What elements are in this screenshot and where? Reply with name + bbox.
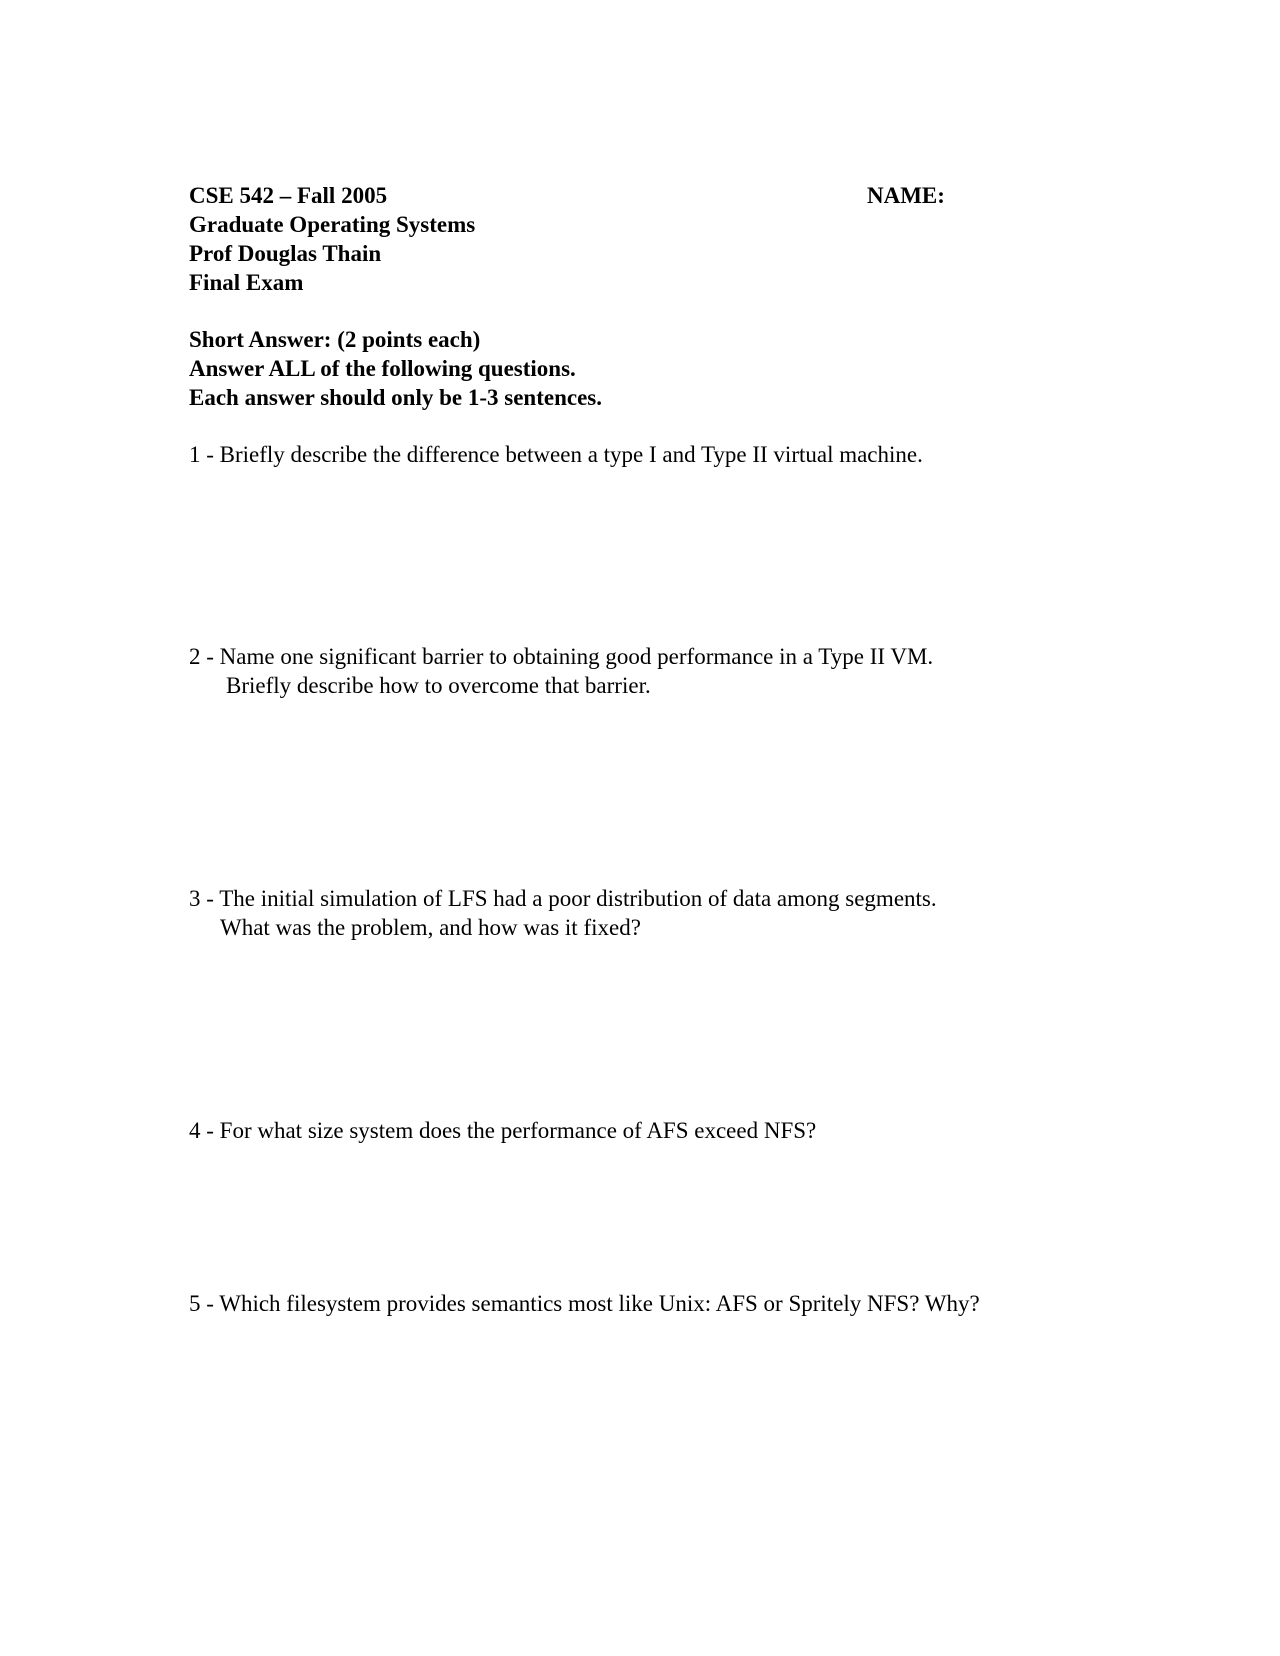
question-5: 5 - Which filesystem provides semantics most like Unix: AFS or Spritely NFS? Why? bbox=[189, 1291, 980, 1316]
instruction-line-1: Answer ALL of the following questions. bbox=[189, 356, 576, 381]
exam-title: Final Exam bbox=[189, 270, 304, 295]
instruction-line-2: Each answer should only be 1-3 sentences. bbox=[189, 385, 602, 410]
question-3-continuation: What was the problem, and how was it fixed? bbox=[220, 915, 641, 940]
name-label: NAME: bbox=[867, 183, 945, 208]
question-2-continuation: Briefly describe how to overcome that barrier. bbox=[226, 673, 651, 698]
question-4: 4 - For what size system does the performance of AFS exceed NFS? bbox=[189, 1118, 817, 1143]
question-1: 1 - Briefly describe the difference between a type I and Type II virtual machine. bbox=[189, 442, 923, 467]
section-heading: Short Answer: (2 points each) bbox=[189, 327, 481, 352]
professor-name: Prof Douglas Thain bbox=[189, 241, 382, 266]
question-3: 3 - The initial simulation of LFS had a poor distribution of data among segments. bbox=[189, 886, 937, 911]
course-code: CSE 542 – Fall 2005 bbox=[189, 183, 388, 208]
question-2: 2 - Name one significant barrier to obtaining good performance in a Type II VM. bbox=[189, 644, 934, 669]
course-title: Graduate Operating Systems bbox=[189, 212, 476, 237]
